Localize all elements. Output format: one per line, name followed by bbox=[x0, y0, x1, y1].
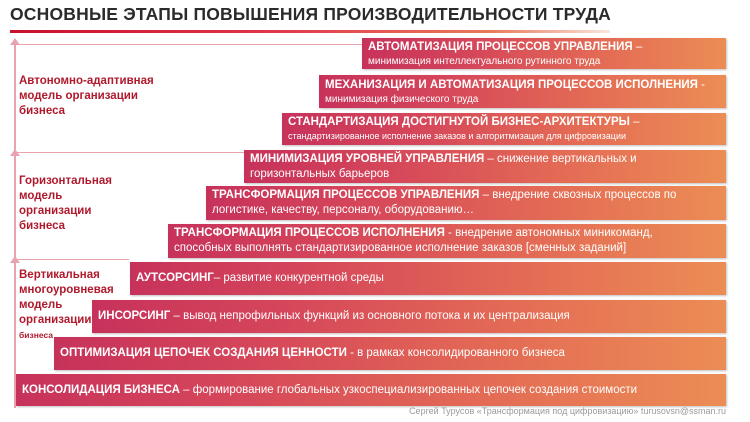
stage-bar bbox=[92, 300, 726, 333]
group-label-line: модель bbox=[19, 299, 63, 311]
group-label-line: бизнеса bbox=[19, 220, 66, 232]
stage-desc2: логистике, качеству, персоналу, оборудованию… bbox=[212, 204, 475, 216]
stage-bar bbox=[362, 38, 726, 69]
stage-desc2: минимизация интеллектуального рутинного труда bbox=[368, 55, 601, 67]
stage-desc: – внедрение сквозных процессов по bbox=[479, 189, 677, 201]
group-label-line: организации bbox=[19, 314, 92, 326]
stage-bar bbox=[282, 113, 726, 145]
group-label-line: бизнеса bbox=[19, 105, 66, 117]
stage-desc2: минимизация физического труда bbox=[325, 93, 479, 105]
stage-name: АВТОМАТИЗАЦИЯ ПРОЦЕССОВ УПРАВЛЕНИЯ bbox=[368, 40, 633, 53]
stage-desc: – снижение вертикальных и bbox=[484, 152, 637, 165]
group-label-line: модель bbox=[19, 190, 63, 202]
axis-top bbox=[14, 44, 16, 150]
stage-desc: – развитие конкурентной среды bbox=[213, 272, 384, 284]
stage-bar bbox=[244, 150, 726, 183]
axis-middle bbox=[14, 155, 16, 257]
stage-bar bbox=[168, 224, 726, 258]
footer-credit: Сергей Турусов «Трансформация под цифровизацию» turusovsn@ssman.ru bbox=[409, 406, 726, 416]
stage-name: АУТСОРСИНГ bbox=[136, 272, 214, 284]
title-underline bbox=[10, 30, 610, 33]
stage-desc: – bbox=[632, 40, 643, 53]
stage-name: МИНИМИЗАЦИЯ УРОВНЕЙ УПРАВЛЕНИЯ bbox=[250, 152, 485, 165]
stage-desc: – bbox=[629, 116, 640, 128]
stage-bar bbox=[54, 337, 726, 370]
stage-bar bbox=[319, 75, 726, 108]
group-label-line: бизнеса bbox=[19, 330, 54, 340]
group-label-autonomous bbox=[19, 74, 154, 119]
page-title: ОСНОВНЫЕ ЭТАПЫ ПОВЫШЕНИЯ ПРОИЗВОДИТЕЛЬНОСТИ ТРУДА bbox=[10, 4, 611, 24]
stage-name: МЕХАНИЗАЦИЯ И АВТОМАТИЗАЦИЯ ПРОЦЕССОВ ИСПОЛНЕНИЯ bbox=[325, 78, 698, 91]
stage-desc: - bbox=[697, 78, 705, 91]
group-label-line: Автономно-адаптивная bbox=[19, 75, 154, 87]
stage-name: ОПТИМИЗАЦИЯ ЦЕПОЧЕК СОЗДАНИЯ ЦЕННОСТИ bbox=[60, 347, 347, 359]
stage-name: ТРАНСФОРМАЦИЯ ПРОЦЕССОВ УПРАВЛЕНИЯ bbox=[212, 189, 480, 201]
stage-desc: - внедрение автономных миникоманд, bbox=[444, 227, 653, 239]
group-label-line: Вертикальная bbox=[19, 269, 100, 281]
stage-desc2: стандартизированное исполнение заказов и алгоритмизация для цифровизации bbox=[288, 131, 626, 141]
stage-bar bbox=[130, 262, 726, 295]
axis-tick-top bbox=[14, 44, 364, 45]
group-label-line: многоуровневая bbox=[19, 284, 114, 296]
group-label-horizontal bbox=[19, 174, 112, 234]
stage-desc2: горизонтальных барьеров bbox=[250, 167, 390, 180]
axis-tick-middle bbox=[14, 152, 244, 153]
stage-bar bbox=[16, 374, 726, 406]
stage-name: ТРАНСФОРМАЦИЯ ПРОЦЕССОВ ИСПОЛНЕНИЯ bbox=[174, 227, 445, 239]
group-label-line: Горизонтальная bbox=[19, 175, 112, 187]
stage-name: СТАНДАРТИЗАЦИЯ ДОСТИГНУТОЙ БИЗНЕС-АРХИТЕКТУРЫ bbox=[288, 116, 630, 128]
group-label-line: модель организации bbox=[19, 90, 138, 102]
stage-desc: – формирование глобальных узкоспециализированных цепочек создания стоимости bbox=[179, 383, 638, 396]
stage-name: КОНСОЛИДАЦИЯ БИЗНЕСА bbox=[22, 383, 180, 396]
stage-desc: – вывод непрофильных функций из основного потока и их централизация bbox=[170, 310, 570, 322]
stage-desc: - в рамках консолидированного бизнеса bbox=[346, 347, 565, 359]
stage-name: ИНСОРСИНГ bbox=[98, 310, 171, 322]
stage-bar bbox=[206, 186, 726, 220]
group-label-line: организации bbox=[19, 205, 92, 217]
stage-desc2: способных выполнять стандартизированное исполнение заказов [сменных заданий] bbox=[174, 242, 627, 254]
axis-tick-bottom bbox=[14, 259, 129, 260]
